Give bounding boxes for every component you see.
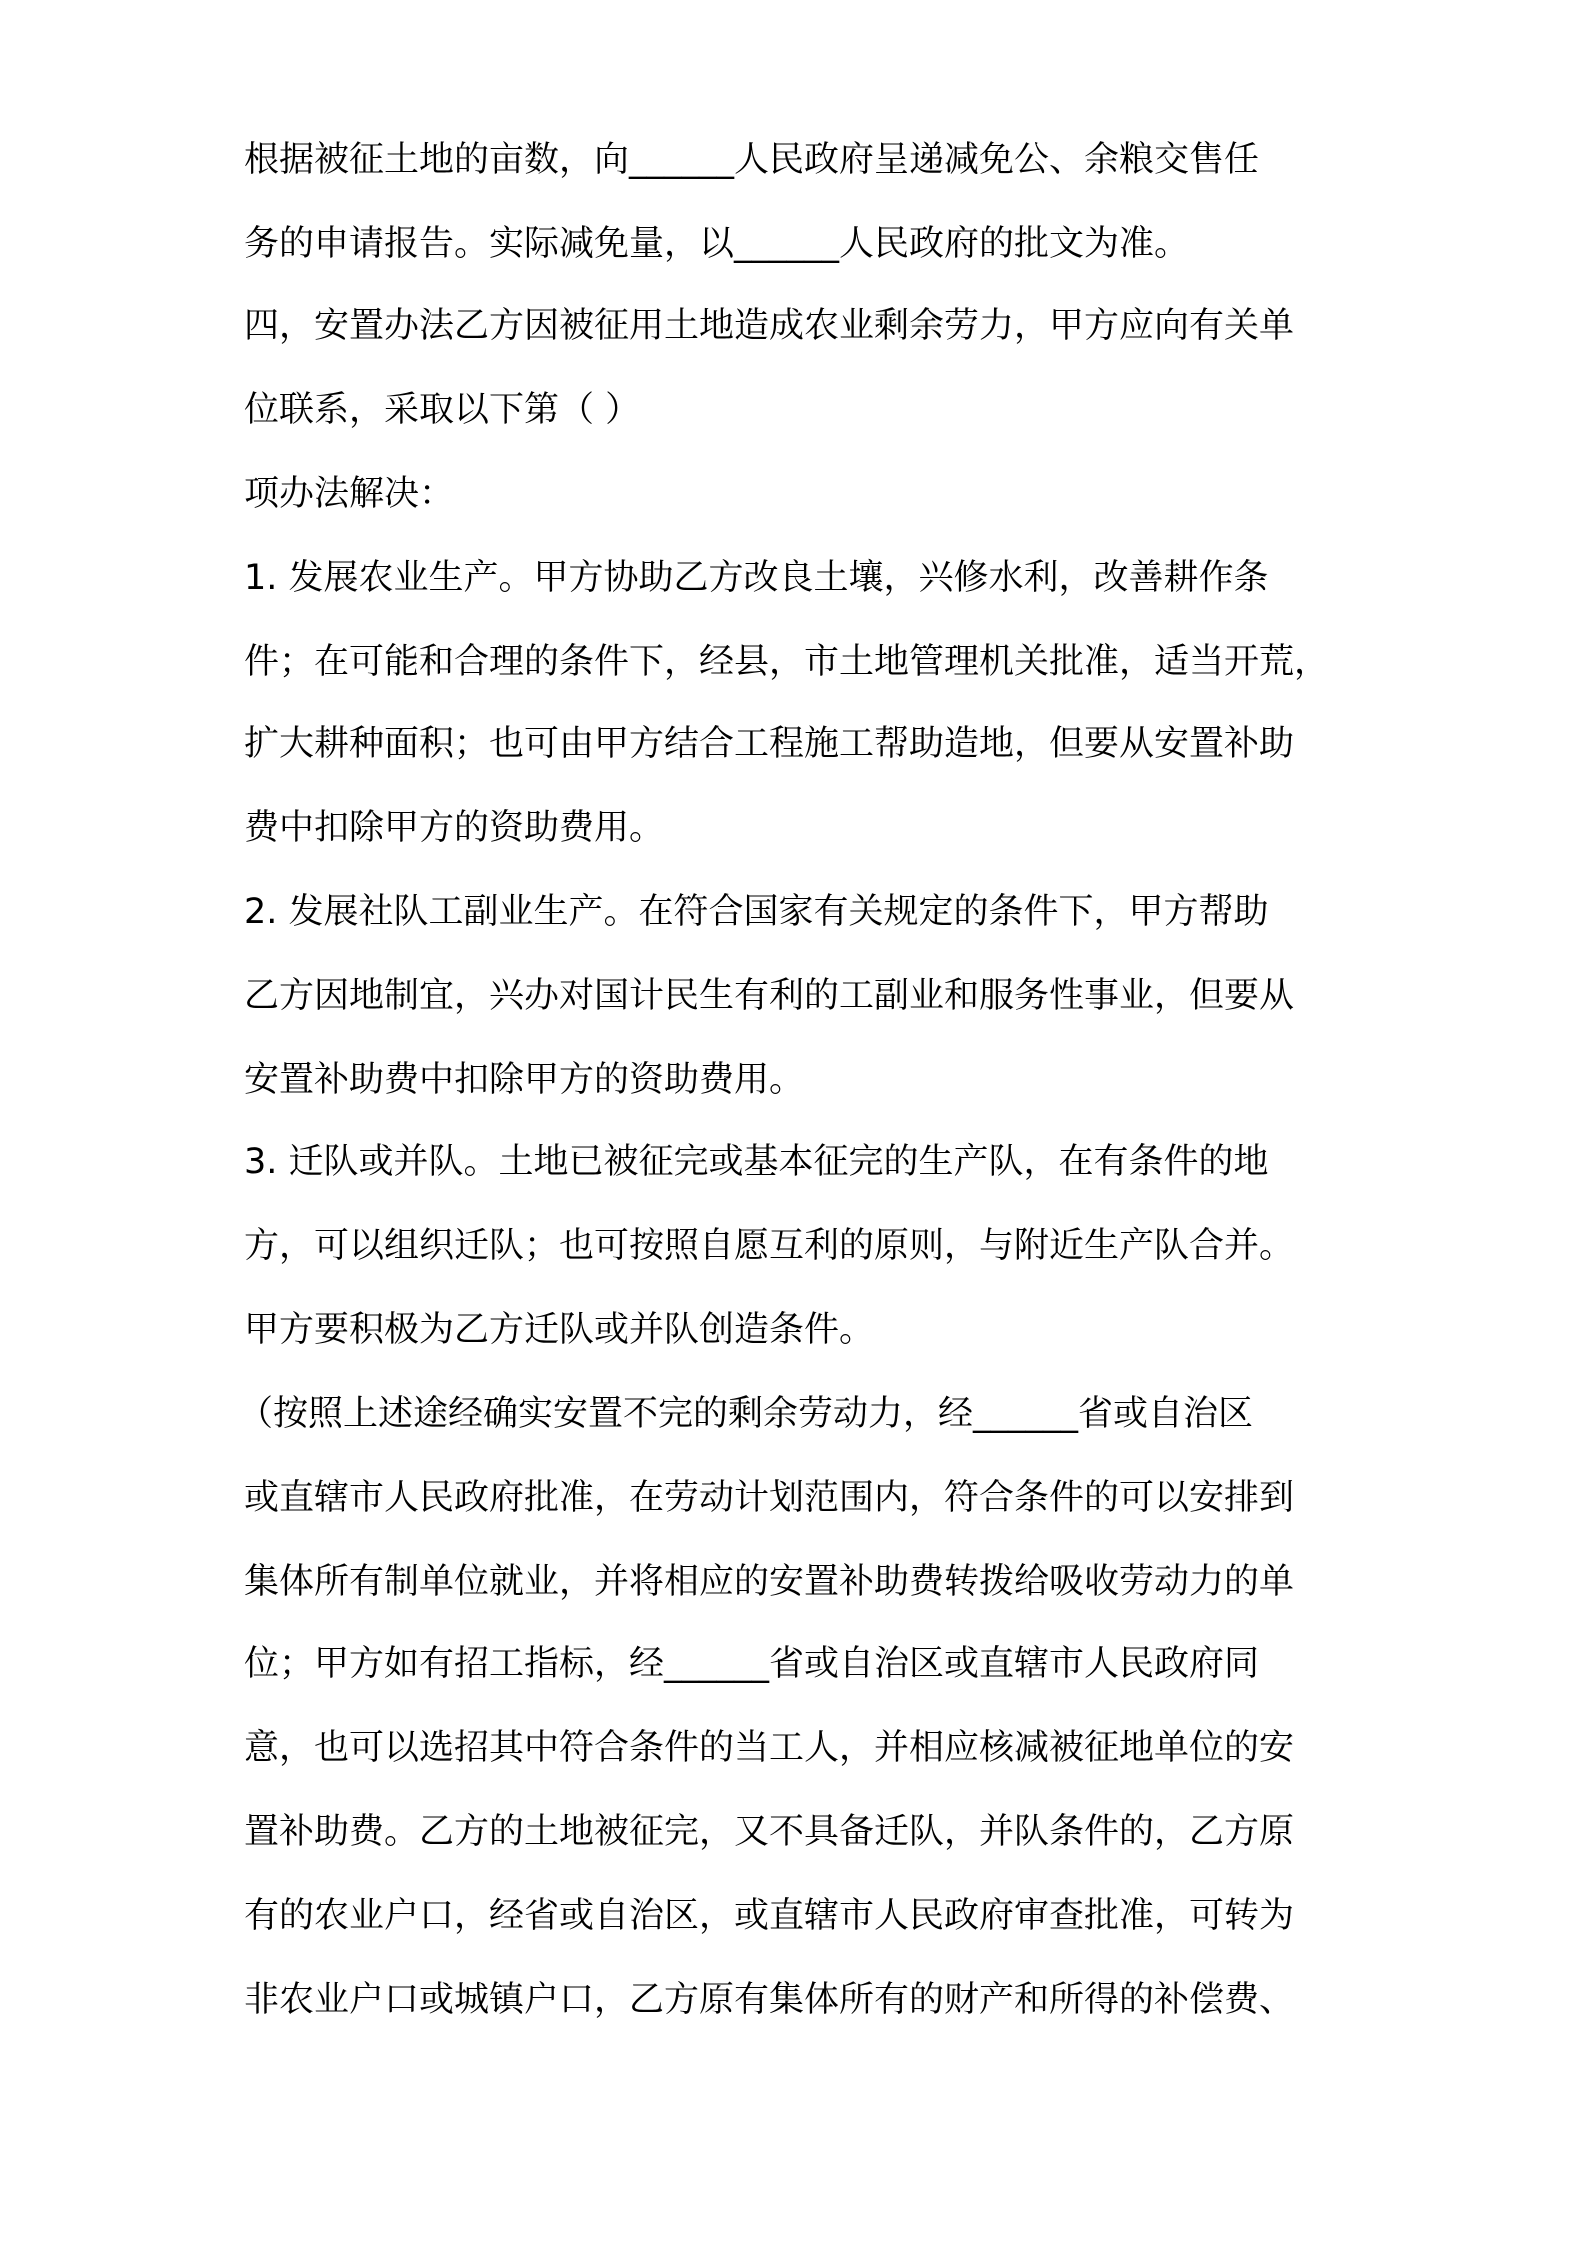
text-line: 位联系，采取以下第（ ） (244, 390, 641, 430)
text-line: 有的农业户口，经省或自治区，或直辖市人民政府审查批准，可转为 (244, 1896, 1295, 1936)
text-line: 甲方要积极为乙方迁队或并队创造条件。 (244, 1310, 875, 1350)
text-line: 位；甲方如有招工指标，经______省或自治区或直辖市人民政府同 (244, 1644, 1260, 1684)
text-line: 件；在可能和合理的条件下，经县，市土地管理机关批准，适当开荒， (244, 642, 1330, 682)
text-line: 务的申请报告。实际减免量，以______人民政府的批文为准。 (244, 224, 1190, 264)
text-line: 四，安置办法乙方因被征用土地造成农业剩余劳力，甲方应向有关单 (244, 306, 1295, 346)
text-line: 或直辖市人民政府批准，在劳动计划范围内，符合条件的可以安排到 (244, 1478, 1295, 1518)
text-line: 非农业户口或城镇户口，乙方原有集体所有的财产和所得的补偿费、 (244, 1980, 1295, 2020)
text-line: 项办法解决： (244, 474, 455, 514)
text-line: 乙方因地制宜，兴办对国计民生有利的工副业和服务性事业，但要从 (244, 976, 1295, 1016)
text-line: 方，可以组织迁队；也可按照自愿互利的原则，与附近生产队合并。 (244, 1226, 1295, 1266)
text-line: （按照上述途经确实安置不完的剩余劳动力，经______省或自治区 (238, 1394, 1254, 1434)
text-line: 根据被征土地的亩数，向______人民政府呈递减免公、余粮交售任 (244, 140, 1260, 180)
text-line: 2. 发展社队工副业生产。在符合国家有关规定的条件下，甲方帮助 (244, 892, 1269, 932)
text-line: 3. 迁队或并队。土地已被征完或基本征完的生产队，在有条件的地 (244, 1142, 1269, 1182)
text-line: 集体所有制单位就业，并将相应的安置补助费转拨给吸收劳动力的单 (244, 1562, 1295, 1602)
text-line: 扩大耕种面积；也可由甲方结合工程施工帮助造地，但要从安置补助 (244, 724, 1295, 764)
text-line: 1. 发展农业生产。甲方协助乙方改良土壤，兴修水利，改善耕作条 (244, 558, 1269, 598)
text-line: 意，也可以选招其中符合条件的当工人，并相应核减被征地单位的安 (244, 1728, 1295, 1768)
text-line: 费中扣除甲方的资助费用。 (244, 808, 665, 848)
text-line: 置补助费。乙方的土地被征完，又不具备迁队，并队条件的，乙方原 (244, 1812, 1295, 1852)
text-line: 安置补助费中扣除甲方的资助费用。 (244, 1060, 805, 1100)
